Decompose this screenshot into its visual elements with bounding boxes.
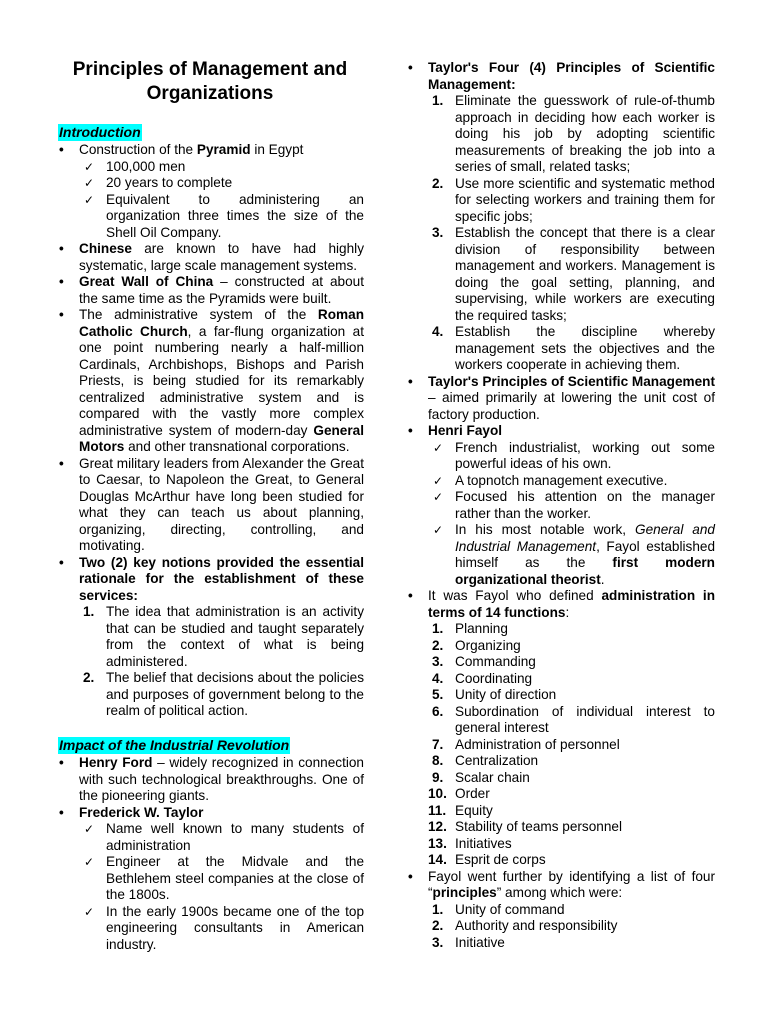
introduction-heading: Introduction	[59, 124, 141, 140]
fayol-principle-item: 3. Initiative	[432, 934, 505, 950]
function-item: 9. Scalar chain	[432, 769, 530, 785]
fayol-check: ✓ Focused his attention on the manager rather than the worker.	[405, 489, 715, 522]
function-item: 1. Planning	[432, 621, 508, 636]
chinese-bullet: • Chinese are known to have had highly systematic, large scale management systems.	[56, 241, 364, 274]
fayol-principle-item: 1. Unity of command	[432, 901, 565, 917]
fourteen-functions-bullet: • It was Fayol who defined administration in terms of 14 functions:	[405, 588, 715, 621]
taylor-check: ✓ Name well known to many students of administration	[56, 821, 364, 854]
function-item: 12. Stability of teams personnel	[428, 819, 622, 834]
function-item: 13. Initiatives	[428, 835, 512, 851]
taylor-bullet: • Frederick W. Taylor	[56, 805, 364, 822]
fayol-bullet: • Henri Fayol	[405, 423, 715, 440]
function-item: 4. Coordinating	[432, 670, 533, 686]
industrial-block	[56, 755, 364, 953]
function-item: 14. Esprit de corps	[428, 852, 546, 867]
page-title: Principles of Management and Organizations	[72, 59, 348, 104]
four-principles-bullet: • Taylor's Four (4) Principles of Scientific Management:	[405, 60, 715, 93]
pyramid-check: ✓ Equivalent to administering an organization three times the size of the Shell Oil Company.	[56, 192, 364, 242]
industrial-revolution-heading: Impact of the Industrial Revolution	[59, 737, 290, 753]
right-block	[405, 60, 715, 951]
pyramid-check: ✓ 100,000 men	[56, 159, 364, 176]
notion-item: 2. The belief that decisions about the policies and purposes of government belong to the realm of political action.	[83, 670, 364, 718]
function-item: 5. Unity of direction	[432, 687, 557, 702]
henry-ford-bullet: • Henry Ford – widely recognized in connection with such technological breakthroughs. One of the pioneering giants.	[56, 755, 364, 805]
fayol-check: ✓ French industrialist, working out some powerful ideas of his own.	[405, 440, 715, 473]
pyramid-check: ✓ 20 years to complete	[56, 175, 364, 192]
function-item: 6. Subordination of individual interest to general interest	[432, 703, 715, 735]
pyramid-bullet: • Construction of the Pyramid in Egypt	[56, 142, 364, 159]
fayol-check: ✓ In his most notable work, General and Industrial Management, Fayol established himself as the first modern organizational theorist.	[405, 522, 715, 588]
great-wall-bullet: • Great Wall of China – constructed at about the same time as the Pyramids were built.	[56, 274, 364, 307]
notion-item: 1. The idea that administration is an activity that can be studied and taught separately from the context of what is being administered.	[83, 604, 364, 669]
function-item: 10. Order	[428, 786, 490, 801]
taylor-principles-bullet: • Taylor's Principles of Scientific Management – aimed primarily at lowering the unit cost of factory production.	[405, 374, 715, 424]
principle-item: 3. Establish the concept that there is a clear division of responsibility between management and workers. Management is doing the goal setting, planning, and supervising, while workers are executing the required tasks;	[432, 225, 715, 323]
function-item: 2. Organizing	[432, 637, 521, 653]
function-item: 8. Centralization	[432, 753, 539, 768]
roman-church-bullet: • The administrative system of the Roman Catholic Church, a far-flung organization at one point numbering nearly a half-million Cardinals, Archbishops, Bishops and Parish Priests, is being studied for its remarkably centralized administrative system and is compared with the vastly more complex administrative system of modern-day General Motors and other transnational corporations.	[56, 307, 364, 456]
function-item: 3. Commanding	[432, 654, 536, 669]
fayol-principle-item: 2. Authority and responsibility	[432, 918, 618, 933]
taylor-check: ✓ Engineer at the Midvale and the Bethlehem steel companies at the close of the 1800s.	[56, 854, 364, 904]
function-item: 7. Administration of personnel	[432, 736, 620, 752]
key-notions-bullet: • Two (2) key notions provided the essential rationale for the establishment of these services:	[56, 555, 364, 605]
intro-block	[56, 142, 364, 720]
principle-item: 1. Eliminate the guesswork of rule-of-thumb approach in deciding how each worker is doing his job by adopting scientific measurements of breaking the job into a series of small, related tasks;	[432, 93, 715, 174]
four-principles-fayol-bullet: • Fayol went further by identifying a list of four “principles” among which were:	[405, 869, 715, 902]
principle-item: 2. Use more scientific and systematic method for selecting workers and training them for specific jobs;	[432, 175, 715, 224]
military-bullet: • Great military leaders from Alexander the Great to Caesar, to Napoleon the Great, to General Douglas McArthur have long been studied for what they can teach us about planning, organizing, directing, controlling, and motivating.	[56, 456, 364, 555]
fayol-check: ✓ A topnotch management executive.	[405, 473, 715, 490]
function-item: 11. Equity	[428, 802, 493, 818]
principle-item: 4. Establish the discipline whereby management sets the objectives and the workers cooperate in achieving them.	[432, 324, 715, 372]
taylor-check: ✓ In the early 1900s became one of the top engineering consultants in American industry.	[56, 904, 364, 954]
